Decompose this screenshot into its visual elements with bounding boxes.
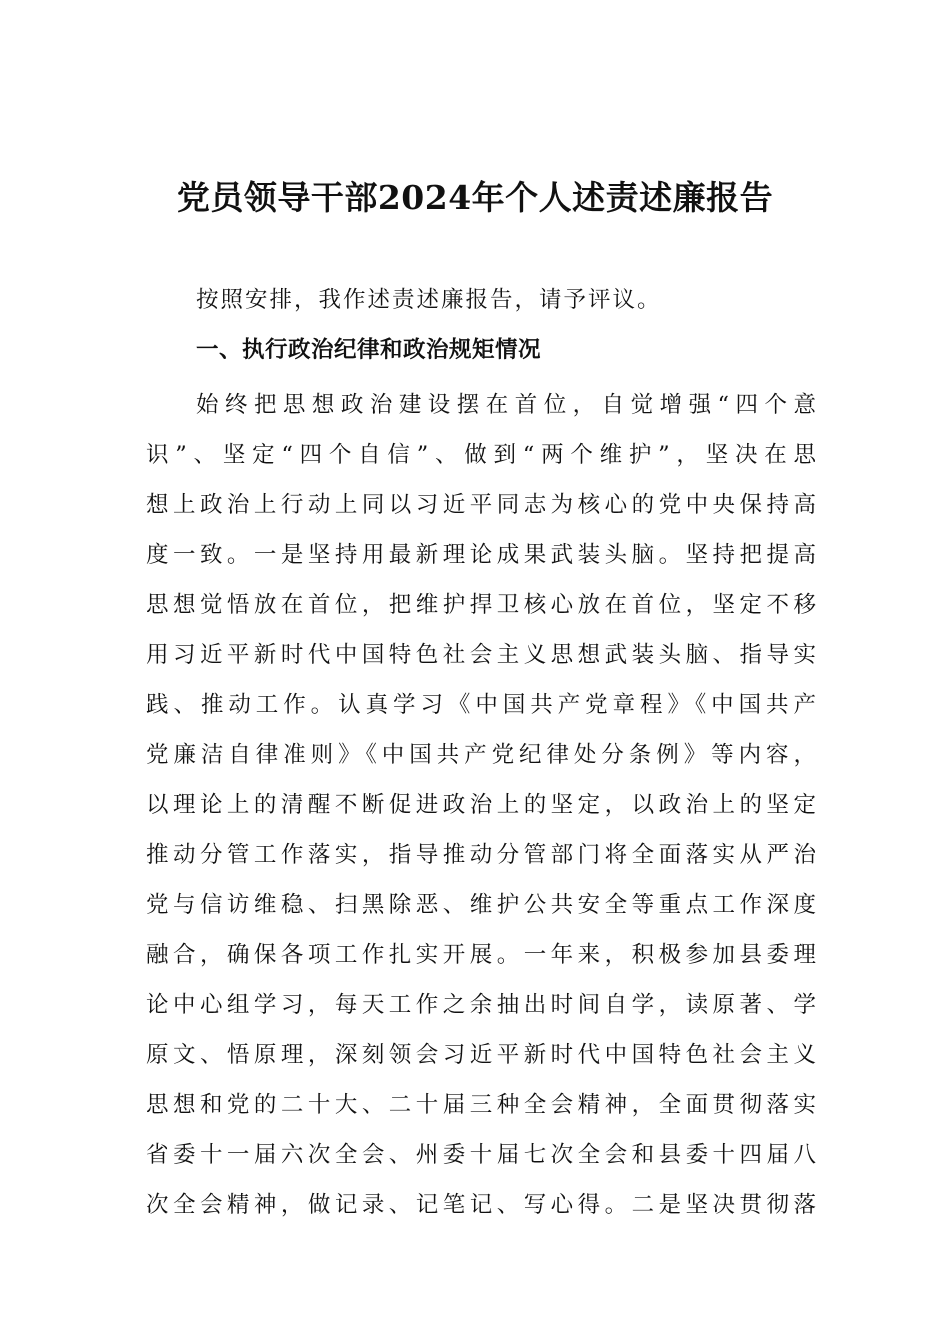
body-line: 次全会精神，做记录、记笔记、写心得。二是坚决贯彻落 [146, 1192, 816, 1218]
body-line: 想上政治上行动上同以习近平同志为核心的党中央保持高 [146, 492, 816, 518]
body-line: 以理论上的清醒不断促进政治上的坚定，以政治上的坚定 [146, 792, 816, 818]
section-heading: 一、执行政治纪律和政治规矩情况 [196, 337, 542, 363]
body-line: 思想和党的二十大、二十届三种全会精神，全面贯彻落实 [146, 1092, 816, 1118]
body-line: 党廉洁自律准则》《中国共产党纪律处分条例》等内容， [146, 742, 816, 768]
intro-paragraph: 按照安排，我作述责述廉报告，请予评议。 [196, 287, 662, 313]
body-line: 用习近平新时代中国特色社会主义思想武装头脑、指导实 [146, 642, 816, 668]
body-line: 践、推动工作。认真学习《中国共产党章程》《中国共产 [146, 692, 816, 718]
body-line: 识”、坚定“四个自信”、做到“两个维护”，坚决在思 [146, 442, 816, 468]
body-line: 推动分管工作落实，指导推动分管部门将全面落实从严治 [146, 842, 816, 868]
body-paragraph [146, 380, 816, 1230]
body-line: 论中心组学习，每天工作之余抽出时间自学，读原著、学 [146, 992, 816, 1018]
body-line: 融合，确保各项工作扎实开展。一年来，积极参加县委理 [146, 942, 816, 968]
body-line: 党与信访维稳、扫黑除恶、维护公共安全等重点工作深度 [146, 892, 816, 918]
body-line: 原文、悟原理，深刻领会习近平新时代中国特色社会主义 [146, 1042, 816, 1068]
body-line: 思想觉悟放在首位，把维护捍卫核心放在首位，坚定不移 [146, 592, 816, 618]
body-line: 省委十一届六次全会、州委十届七次全会和县委十四届八 [146, 1142, 816, 1168]
document-title: 党员领导干部2024年个人述责述廉报告 [176, 178, 774, 217]
body-line: 度一致。一是坚持用最新理论成果武装头脑。坚持把提高 [146, 542, 816, 568]
body-line: 始终把思想政治建设摆在首位，自觉增强“四个意 [196, 392, 816, 418]
